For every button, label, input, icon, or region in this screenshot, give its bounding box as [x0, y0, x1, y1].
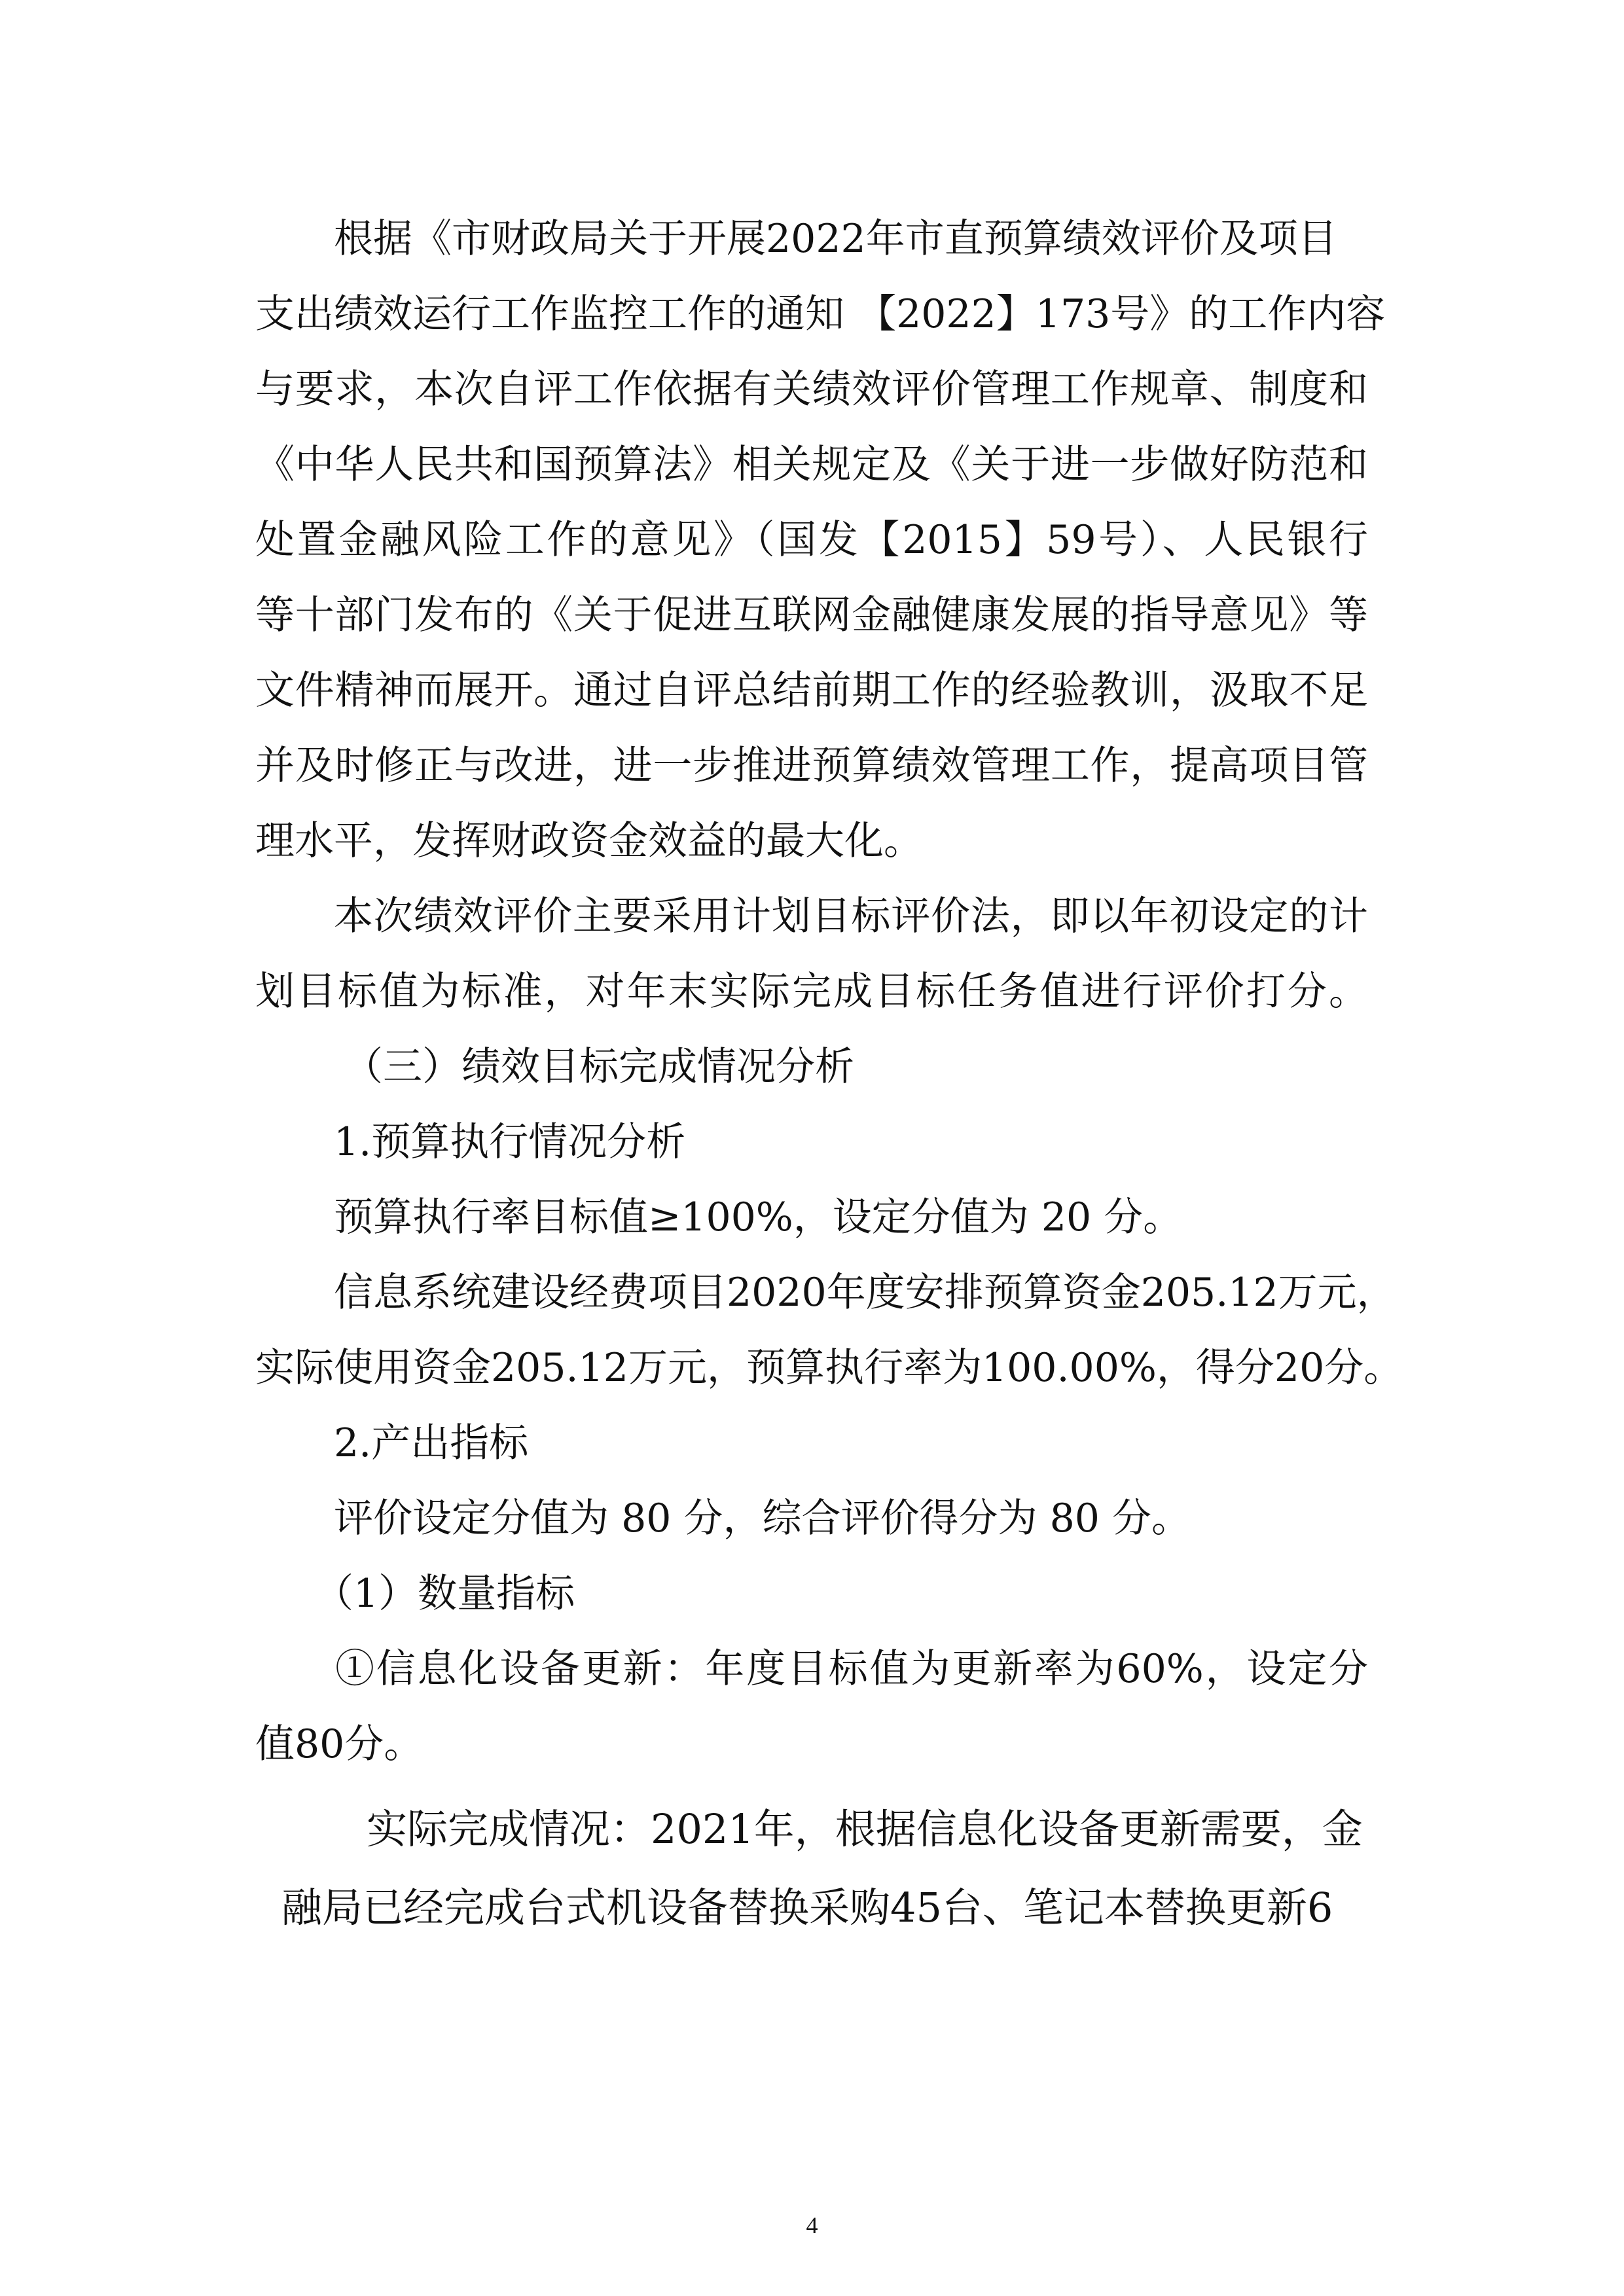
- paragraph-1-line-7: 文件精神而展开。通过自评总结前期工作的经验教训，汲取不足: [255, 668, 1368, 713]
- sub-1-heading: （1）数量指标: [314, 1571, 575, 1617]
- item-2-score: 评价设定分值为 80 分，综合评价得分为 80 分。: [334, 1496, 1191, 1541]
- actual-line-1: 实际完成情况：2021年，根据信息化设备更新需要，金: [367, 1805, 1363, 1853]
- page-number: 4: [806, 2212, 818, 2238]
- paragraph-2-line-1: 本次绩效评价主要采用计划目标评价法，即以年初设定的计: [334, 893, 1368, 939]
- paragraph-1-line-1: 根据《市财政局关于开展2022年市直预算绩效评价及项目: [334, 216, 1337, 262]
- paragraph-1-line-8: 并及时修正与改进，进一步推进预算绩效管理工作，提高项目管: [255, 743, 1368, 789]
- indicator-line-1: ①信息化设备更新：年度目标值为更新率为60%，设定分: [335, 1646, 1368, 1692]
- actual-line-2: 融局已经完成台式机设备替换采购45台、笔记本替换更新6: [281, 1884, 1333, 1931]
- paragraph-1-line-6: 等十部门发布的《关于促进互联网金融健康发展的指导意见》等: [255, 592, 1368, 638]
- item-1-detail-line-2: 实际使用资金205.12万元，预算执行率为100.00%，得分20分。: [255, 1345, 1403, 1391]
- paragraph-1-line-9: 理水平，发挥财政资金效益的最大化。: [255, 818, 923, 864]
- item-2-heading: 2.产出指标: [334, 1420, 529, 1466]
- item-1-heading: 1.预算执行情况分析: [334, 1119, 686, 1165]
- paragraph-1-line-4: 《中华人民共和国预算法》相关规定及《关于进一步做好防范和: [255, 442, 1368, 488]
- indicator-line-2: 值80分。: [255, 1721, 424, 1767]
- paragraph-1-line-2: 支出绩效运行工作监控工作的通知 【2022】173号》的工作内容: [255, 291, 1386, 337]
- paragraph-1-line-5: 处置金融风险工作的意见》（国发【2015】59号）、人民银行: [255, 517, 1368, 563]
- item-1-target: 预算执行率目标值≥100%，设定分值为 20 分。: [334, 1194, 1183, 1240]
- item-1-detail-line-1: 信息系统建设经费项目2020年度安排预算资金205.12万元，: [334, 1270, 1396, 1316]
- paragraph-1-line-3: 与要求，本次自评工作依据有关绩效评价管理工作规章、制度和: [255, 367, 1368, 412]
- paragraph-2-line-2: 划目标值为标准，对年末实际完成目标任务值进行评价打分。: [255, 969, 1368, 1014]
- section-heading: （三）绩效目标完成情况分析: [344, 1044, 854, 1090]
